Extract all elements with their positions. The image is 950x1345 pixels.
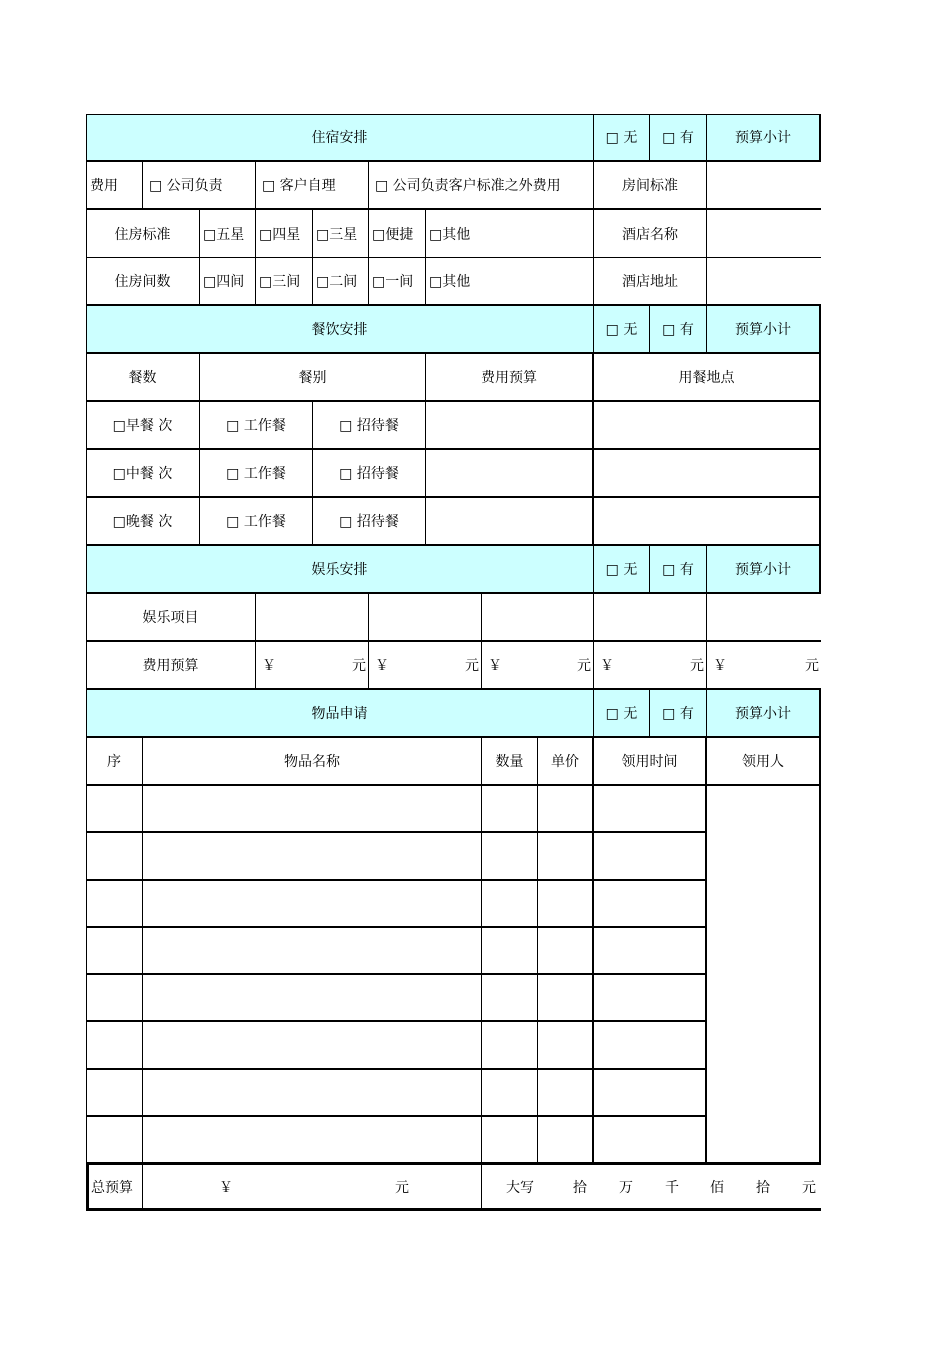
breakfast-checkbox[interactable]: □早餐 次	[86, 402, 200, 450]
supplies-col-qty: 数量	[482, 738, 538, 786]
entertainment-item-input[interactable]	[482, 594, 594, 642]
item-qty-input[interactable]	[482, 1022, 538, 1069]
currency-unit: 元	[465, 658, 479, 674]
room-standard-label: 房间标准	[594, 162, 707, 210]
item-no-cell[interactable]	[86, 1022, 143, 1069]
item-price-input[interactable]	[538, 1022, 594, 1069]
item-name-input[interactable]	[143, 1022, 482, 1069]
hotel-address-input[interactable]	[707, 258, 821, 306]
dining-col-type: 餐别	[200, 354, 426, 402]
lodging-fee-label: 费用	[86, 162, 143, 210]
dining-budget-label: 预算小计	[707, 306, 821, 354]
item-price-input[interactable]	[538, 975, 594, 1022]
supplies-yes-checkbox[interactable]: □ 有	[650, 690, 707, 738]
item-price-input[interactable]	[538, 1117, 594, 1164]
item-name-input[interactable]	[143, 1070, 482, 1117]
hotel-address-label: 酒店地址	[594, 258, 707, 306]
item-price-input[interactable]	[538, 1070, 594, 1117]
dinner-host-meal-checkbox[interactable]: □ 招待餐	[313, 498, 426, 546]
entertainment-item-input[interactable]	[256, 594, 369, 642]
item-qty-input[interactable]	[482, 928, 538, 975]
item-name-input[interactable]	[143, 1117, 482, 1164]
currency-symbol: ￥	[488, 658, 502, 674]
housing-standard-label: 住房标准	[86, 210, 200, 258]
count-two-checkbox[interactable]: □二间	[313, 258, 369, 306]
lodging-title: 住宿安排	[86, 114, 594, 162]
dining-col-place: 用餐地点	[594, 354, 821, 402]
entertainment-fee-input[interactable]	[707, 642, 821, 690]
item-time-input[interactable]	[594, 975, 707, 1022]
dinner-place-input[interactable]	[594, 498, 821, 546]
item-price-input[interactable]	[538, 928, 594, 975]
item-no-cell[interactable]	[86, 975, 143, 1022]
total-capital-amount[interactable]	[482, 1164, 821, 1211]
item-time-input[interactable]	[594, 1070, 707, 1117]
item-qty-input[interactable]	[482, 975, 538, 1022]
currency-symbol: ￥	[600, 658, 614, 674]
item-time-input[interactable]	[594, 1022, 707, 1069]
supplies-col-price: 单价	[538, 738, 594, 786]
item-qty-input[interactable]	[482, 833, 538, 880]
count-other-checkbox[interactable]: □其他	[426, 258, 594, 306]
std-three-star-checkbox[interactable]: □三星	[313, 210, 369, 258]
currency-unit: 元	[577, 658, 591, 674]
item-qty-input[interactable]	[482, 1070, 538, 1117]
std-four-star-checkbox[interactable]: □四星	[256, 210, 313, 258]
supplies-person-input[interactable]	[707, 786, 821, 1164]
currency-symbol: ￥	[262, 658, 276, 674]
capital-unit: 万	[619, 1180, 633, 1196]
item-no-cell[interactable]	[86, 928, 143, 975]
dinner-checkbox[interactable]: □晚餐 次	[86, 498, 200, 546]
breakfast-place-input[interactable]	[594, 402, 821, 450]
entertainment-title: 娱乐安排	[86, 546, 594, 594]
lunch-host-meal-checkbox[interactable]: □ 招待餐	[313, 450, 426, 498]
item-price-input[interactable]	[538, 881, 594, 928]
capital-label: 大写	[506, 1180, 534, 1196]
capital-unit: 拾	[573, 1180, 587, 1196]
fee-client-checkbox[interactable]: □ 客户自理	[256, 162, 369, 210]
supplies-col-name: 物品名称	[143, 738, 482, 786]
dining-yes-checkbox[interactable]: □ 有	[650, 306, 707, 354]
entertainment-item-input[interactable]	[707, 594, 821, 642]
lunch-work-meal-checkbox[interactable]: □ 工作餐	[200, 450, 313, 498]
currency-unit: 元	[690, 658, 704, 674]
item-time-input[interactable]	[594, 881, 707, 928]
dining-col-budget: 费用预算	[426, 354, 594, 402]
dinner-work-meal-checkbox[interactable]: □ 工作餐	[200, 498, 313, 546]
hotel-name-input[interactable]	[707, 210, 821, 258]
capital-unit: 元	[802, 1180, 816, 1196]
dinner-budget-input[interactable]	[426, 498, 594, 546]
item-name-input[interactable]	[143, 928, 482, 975]
supplies-title: 物品申请	[86, 690, 594, 738]
item-no-cell[interactable]	[86, 833, 143, 880]
std-other-checkbox[interactable]: □其他	[426, 210, 594, 258]
dining-none-checkbox[interactable]: □ 无	[594, 306, 650, 354]
lodging-yes-checkbox[interactable]: □ 有	[650, 114, 707, 162]
entertainment-item-input[interactable]	[594, 594, 707, 642]
item-no-cell[interactable]	[86, 1070, 143, 1117]
supplies-none-checkbox[interactable]: □ 无	[594, 690, 650, 738]
dining-title: 餐饮安排	[86, 306, 594, 354]
room-count-label: 住房间数	[86, 258, 200, 306]
lunch-place-input[interactable]	[594, 450, 821, 498]
currency-unit: 元	[352, 658, 366, 674]
currency-unit: 元	[805, 658, 819, 674]
item-name-input[interactable]	[143, 975, 482, 1022]
breakfast-budget-input[interactable]	[426, 402, 594, 450]
entertainment-fee-input[interactable]	[482, 642, 594, 690]
lodging-budget-label: 预算小计	[707, 114, 821, 162]
entertainment-none-checkbox[interactable]: □ 无	[594, 546, 650, 594]
entertainment-fee-input[interactable]	[594, 642, 707, 690]
item-no-cell[interactable]	[86, 786, 143, 833]
hotel-name-label: 酒店名称	[594, 210, 707, 258]
room-standard-input[interactable]	[707, 162, 821, 210]
entertainment-budget-label: 预算小计	[707, 546, 821, 594]
item-time-input[interactable]	[594, 786, 707, 833]
item-time-input[interactable]	[594, 928, 707, 975]
breakfast-host-meal-checkbox[interactable]: □ 招待餐	[313, 402, 426, 450]
entertainment-fee-input[interactable]	[369, 642, 482, 690]
total-unit: 元	[395, 1180, 409, 1196]
count-one-checkbox[interactable]: □一间	[369, 258, 426, 306]
item-no-cell[interactable]	[86, 881, 143, 928]
item-no-cell[interactable]	[86, 1117, 143, 1164]
item-name-input[interactable]	[143, 881, 482, 928]
currency-symbol: ￥	[375, 658, 389, 674]
fee-company-checkbox[interactable]: □ 公司负责	[143, 162, 256, 210]
item-name-input[interactable]	[143, 833, 482, 880]
supplies-budget-label: 预算小计	[707, 690, 821, 738]
item-time-input[interactable]	[594, 1117, 707, 1164]
dining-col-meals: 餐数	[86, 354, 200, 402]
std-five-star-checkbox[interactable]: □五星	[200, 210, 256, 258]
item-price-input[interactable]	[538, 786, 594, 833]
std-budget-checkbox[interactable]: □便捷	[369, 210, 426, 258]
capital-unit: 千	[665, 1180, 679, 1196]
entertainment-fee-input[interactable]	[256, 642, 369, 690]
item-qty-input[interactable]	[482, 881, 538, 928]
lunch-checkbox[interactable]: □中餐 次	[86, 450, 200, 498]
capital-unit: 拾	[756, 1180, 770, 1196]
item-qty-input[interactable]	[482, 1117, 538, 1164]
count-four-checkbox[interactable]: □四间	[200, 258, 256, 306]
lodging-none-checkbox[interactable]: □ 无	[594, 114, 650, 162]
total-currency: ￥	[219, 1180, 233, 1196]
count-three-checkbox[interactable]: □三间	[256, 258, 313, 306]
item-price-input[interactable]	[538, 833, 594, 880]
item-name-input[interactable]	[143, 786, 482, 833]
total-label: 总预算	[86, 1164, 143, 1211]
entertainment-item-input[interactable]	[369, 594, 482, 642]
entertainment-yes-checkbox[interactable]: □ 有	[650, 546, 707, 594]
lunch-budget-input[interactable]	[426, 450, 594, 498]
breakfast-work-meal-checkbox[interactable]: □ 工作餐	[200, 402, 313, 450]
entertainment-fee-label: 费用预算	[86, 642, 256, 690]
fee-extra-checkbox[interactable]: □ 公司负责客户标准之外费用	[369, 162, 594, 210]
currency-symbol: ￥	[713, 658, 727, 674]
expense-form	[86, 114, 821, 1211]
item-qty-input[interactable]	[482, 786, 538, 833]
total-amount-input[interactable]	[143, 1164, 482, 1211]
item-time-input[interactable]	[594, 833, 707, 880]
capital-unit: 佰	[710, 1180, 724, 1196]
supplies-col-time: 领用时间	[594, 738, 707, 786]
supplies-col-person: 领用人	[707, 738, 821, 786]
entertainment-items-label: 娱乐项目	[86, 594, 256, 642]
supplies-col-no: 序	[86, 738, 143, 786]
